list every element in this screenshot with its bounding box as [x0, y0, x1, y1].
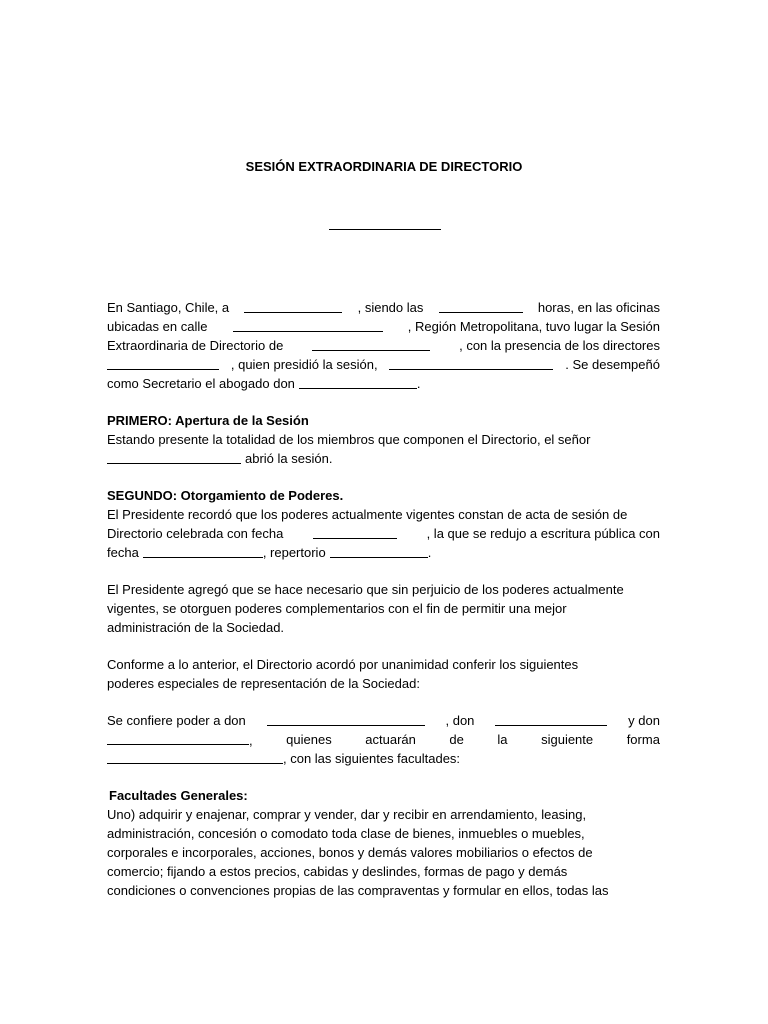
blank-field	[233, 317, 383, 332]
text-line: abrió la sesión.	[107, 449, 660, 468]
blank-field	[299, 374, 417, 389]
text-line: poderes especiales de representación de la Sociedad:	[107, 676, 420, 691]
agrego-paragraph	[107, 580, 660, 637]
text-line: El Presidente recordó que los poderes actualmente vigentes constan de acta de sesión de	[107, 507, 628, 522]
intro-paragraph	[107, 298, 660, 393]
text-line: comercio; fijando a estos precios, cabidas y deslindes, formas de pago y demás	[107, 864, 568, 879]
text-line: Conforme a lo anterior, el Directorio acordó por unanimidad conferir los siguientes	[107, 657, 579, 672]
text-line: En Santiago, Chile, a , siendo las horas, en las oficinas	[107, 300, 660, 315]
text-line: fecha , repertorio .	[107, 545, 432, 560]
text-line: Directorio celebrada con fecha , la que se redujo a escritura pública con	[107, 526, 660, 541]
blank-field	[313, 524, 397, 539]
primero-section	[107, 411, 660, 468]
blank-field	[439, 298, 523, 313]
text-line: El Presidente agregó que se hace necesario que sin perjuicio de los poderes actualmente	[107, 582, 624, 597]
text-line: administración, concesión o comodato toda clase de bienes, inmuebles o muebles,	[107, 826, 585, 841]
document-body	[107, 298, 660, 918]
blank-field	[143, 543, 263, 558]
text-line: condiciones o convenciones propias de las compraventas y formular en ellos, todas las	[107, 883, 609, 898]
text-line: Estando presente la totalidad de los miembros que componen el Directorio, el señor	[107, 432, 591, 447]
blank-field	[107, 449, 241, 464]
text-line: Uno) adquirir y enajenar, comprar y vender, dar y recibir en arrendamiento, leasing,	[107, 807, 587, 822]
blank-field	[107, 749, 283, 764]
blank-field	[389, 355, 553, 370]
segundo-section	[107, 486, 660, 562]
blank-field	[495, 711, 607, 726]
blank-field	[107, 730, 249, 745]
confiere-paragraph	[107, 711, 660, 768]
blank-field	[244, 298, 342, 313]
text-line: , quien presidió la sesión, . Se desempeñó	[107, 355, 660, 374]
text-line: Extraordinaria de Directorio de , con la presencia de los directores	[107, 338, 660, 353]
blank-field	[312, 336, 430, 351]
section-heading: SEGUNDO: Otorgamiento de Poderes.	[107, 488, 344, 503]
blank-field	[267, 711, 425, 726]
signature-blank-line	[329, 229, 441, 230]
facultades-section	[107, 786, 660, 900]
text-line: , con las siguientes facultades:	[107, 749, 660, 768]
conforme-paragraph	[107, 655, 660, 693]
text-line: como Secretario el abogado don .	[107, 376, 421, 391]
text-line: administración de la Sociedad.	[107, 620, 285, 635]
text-line: ubicadas en calle , Región Metropolitana, tuvo lugar la Sesión	[107, 319, 660, 334]
section-heading: PRIMERO: Apertura de la Sesión	[107, 413, 309, 428]
text-line: , quienes actuarán de la siguiente forma	[107, 730, 660, 749]
text-line: corporales e incorporales, acciones, bonos y demás valores mobiliarios o efectos de	[107, 845, 593, 860]
blank-field	[330, 543, 428, 558]
document-title: SESIÓN EXTRAORDINARIA DE DIRECTORIO	[245, 159, 523, 174]
text-line: vigentes, se otorguen poderes complementarios con el fin de permitir una mejor	[107, 601, 567, 616]
blank-field	[107, 355, 219, 370]
text-line: Se confiere poder a don , don y don	[107, 713, 660, 728]
section-heading: Facultades Generales:	[109, 788, 248, 803]
